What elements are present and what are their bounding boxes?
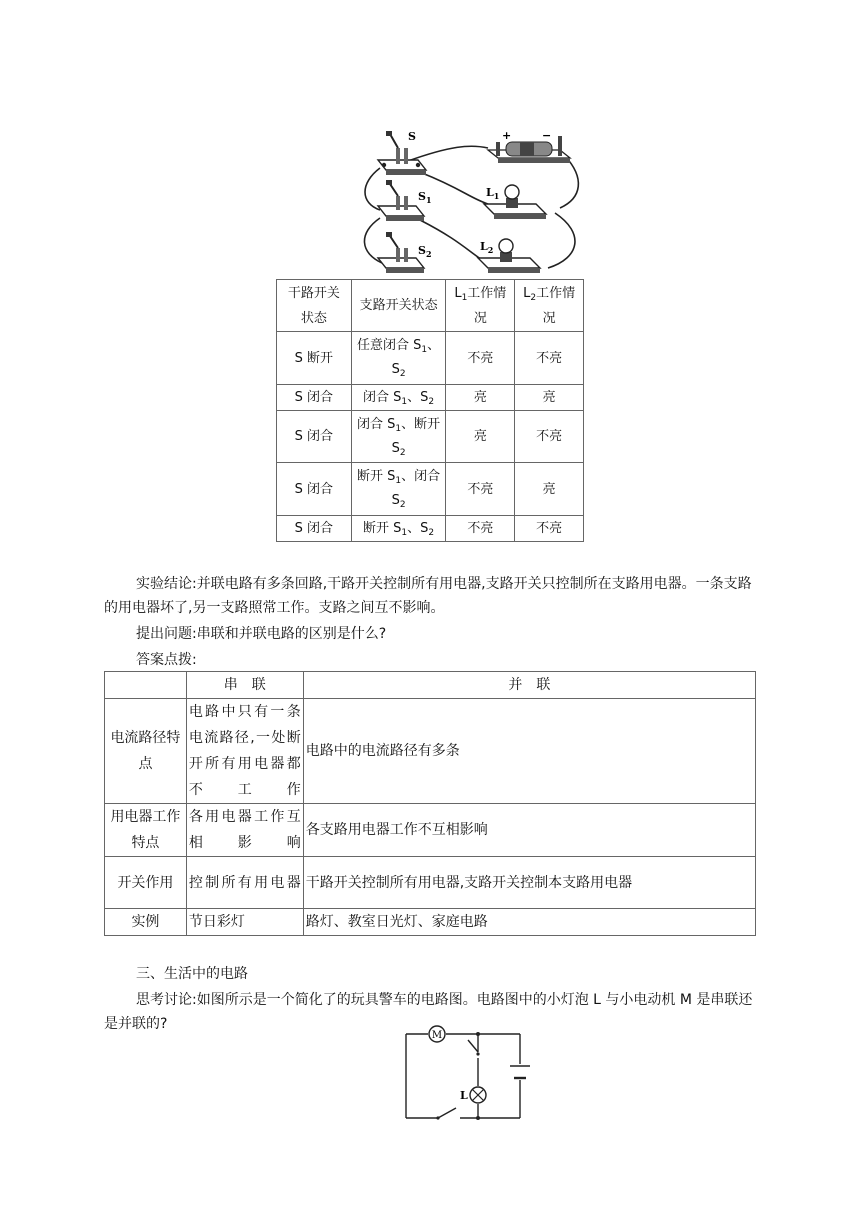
- header-cell: 串 联: [186, 672, 303, 699]
- answer-label: 答案点拨:: [136, 652, 197, 668]
- table-row: [277, 411, 584, 463]
- conclusion-text: 实验结论:并联电路有多条回路,干路开关控制所有用电器,支路开关只控制所在支路用电器。一条支路的用电器坏了,另一支路照常工作。支路之间互不影响。: [104, 576, 752, 616]
- label-s: S: [408, 130, 416, 143]
- toy-police-car-circuit-diagram: [400, 1022, 540, 1126]
- table-cell: 开关作用: [105, 857, 187, 909]
- table-cell: 不亮: [446, 332, 515, 385]
- lamp-label: L: [460, 1089, 468, 1102]
- table-cell: 节日彩灯: [186, 909, 303, 936]
- header-cell: 干路开关 状态: [277, 280, 352, 332]
- table-cell: 断开 $S_1$、$S_2$: [351, 516, 446, 542]
- table-row: [105, 909, 756, 936]
- table-cell: 任意闭合 $S_1$、 $S_2$: [351, 332, 446, 385]
- table-header-row: [105, 672, 756, 699]
- battery-minus-label: −: [542, 129, 552, 142]
- switch-state-table: [276, 279, 584, 542]
- table-row: [277, 385, 584, 411]
- table-cell: 实例: [105, 909, 187, 936]
- label-s2: $S_2$: [418, 244, 432, 259]
- table-row: [277, 516, 584, 542]
- section-title: 三、生活中的电路: [136, 966, 248, 982]
- table-cell: S 闭合: [277, 385, 352, 411]
- motor-label: M: [431, 1030, 443, 1041]
- table-cell: S 断开: [277, 332, 352, 385]
- label-l1: $L_1$: [486, 186, 500, 201]
- header-cell: 并 联: [303, 672, 755, 699]
- table-cell: 不亮: [515, 332, 584, 385]
- table-cell: S 闭合: [277, 516, 352, 542]
- header-cell: $L_2$工作情 况: [515, 280, 584, 332]
- table-cell: 断开 $S_1$、闭合 $S_2$: [351, 463, 446, 516]
- table-cell: 不亮: [446, 516, 515, 542]
- table-cell: S 闭合: [277, 411, 352, 463]
- table-header-row: [277, 280, 584, 332]
- table-cell: 闭合 $S_1$、$S_2$: [351, 385, 446, 411]
- label-s1: $S_1$: [418, 190, 432, 205]
- table-cell: 不亮: [515, 516, 584, 542]
- table-cell: 路灯、教室日光灯、家庭电路: [303, 909, 755, 936]
- table-cell: 干路开关控制所有用电器,支路开关控制本支路用电器: [303, 857, 755, 909]
- header-cell: $L_1$工作情 况: [446, 280, 515, 332]
- table-cell: 亮: [515, 385, 584, 411]
- table-cell: 各支路用电器工作不互相影响: [303, 804, 755, 857]
- table-cell: 用电器工作特点: [105, 804, 187, 857]
- lamp-icon: [470, 1087, 486, 1103]
- table-cell: 电路中只有一条电流路径,一处断开所有用电器都不工作: [186, 699, 303, 804]
- series-parallel-comparison-table: [104, 671, 756, 936]
- table-cell: 闭合 $S_1$、断开 $S_2$: [351, 411, 446, 463]
- table-cell: 控制所有用电器: [186, 857, 303, 909]
- table-cell: 电流路径特点: [105, 699, 187, 804]
- table-cell: S 闭合: [277, 463, 352, 516]
- table-cell: 不亮: [515, 411, 584, 463]
- table-row: [277, 332, 584, 385]
- table-row: [105, 857, 756, 909]
- table-row: [105, 699, 756, 804]
- table-row: [105, 804, 756, 857]
- table-cell: 不亮: [446, 463, 515, 516]
- switch-s-icon: [378, 131, 426, 175]
- table-cell: 亮: [515, 463, 584, 516]
- table-row: [277, 463, 584, 516]
- table-cell: 各用电器工作互相影响: [186, 804, 303, 857]
- battery-plus-label: +: [502, 129, 512, 142]
- label-l2: $L_2$: [480, 240, 494, 255]
- table-cell: 电路中的电流路径有多条: [303, 699, 755, 804]
- discussion-text: 思考讨论:如图所示是一个简化了的玩具警车的电路图。电路图中的小灯泡 L 与小电动机 M 是串联还是并联的?: [104, 992, 753, 1032]
- table-cell: 亮: [446, 385, 515, 411]
- battery-icon: [488, 136, 570, 163]
- header-cell: 支路开关状态: [351, 280, 446, 332]
- circuit-photo-figure: [360, 128, 590, 280]
- question-text: 提出问题:串联和并联电路的区别是什么?: [136, 626, 387, 642]
- table-cell: 亮: [446, 411, 515, 463]
- header-cell: [105, 672, 187, 699]
